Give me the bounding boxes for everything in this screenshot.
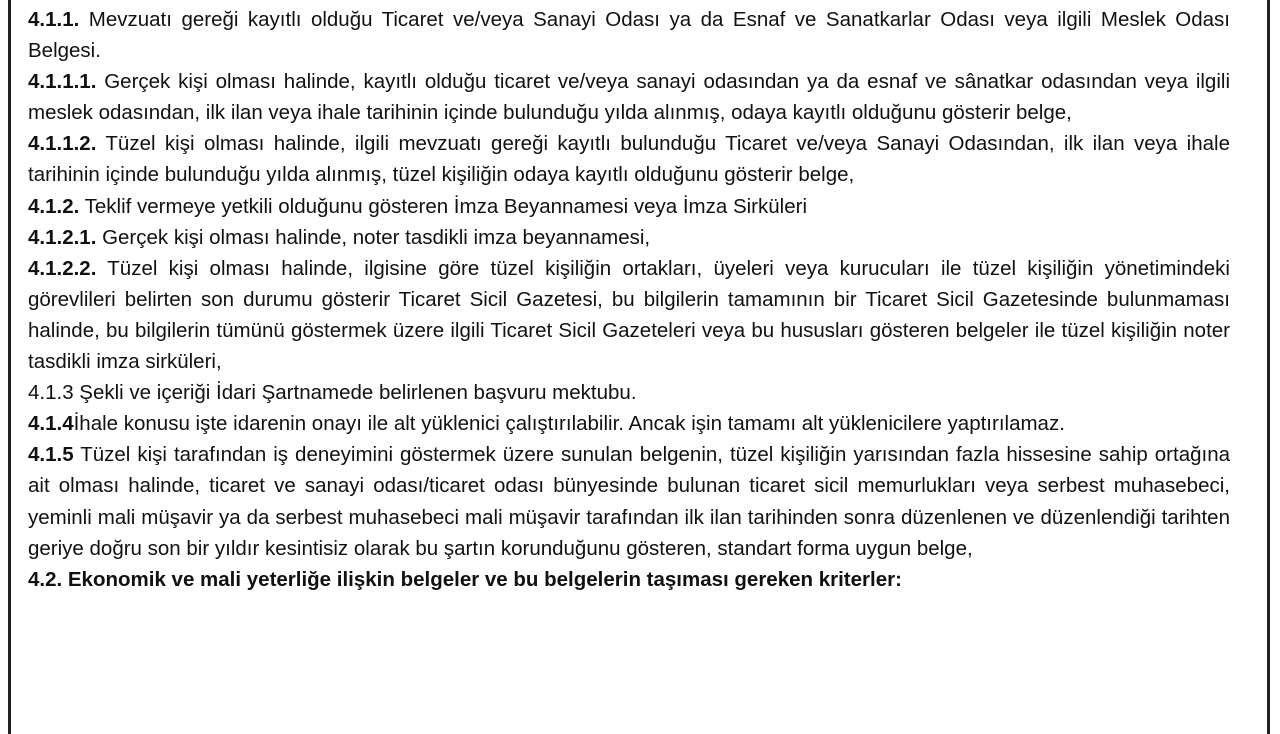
clause-number: 4.1.1.	[28, 8, 80, 31]
clause-number: 4.1.3	[28, 381, 74, 405]
clause-text: Tüzel kişi olması halinde, ilgisine göre tüzel kişiliğin ortakları, üyeleri veya kurucuları ile tüzel kişiliğin yönetimindeki görevlileri belirten son durumu gösterir Ticaret Sicil Gazetesi, bu bilgilerin tamamının bir Ticaret Sicil Gazetesinde bulunmaması halinde, bu bilgilerin tümünü göstermek üzere ilgili Ticaret Sicil Gazeteleri veya bu hususları gösteren belgeler ile tüzel kişiliğin noter tasdikli imza sirküleri,	[28, 256, 1230, 374]
paragraph-4-1-1-1	[28, 66, 1230, 128]
clause-text: Teklif vermeye yetkili olduğunu gösteren İmza Beyannamesi veya İmza Sirküleri	[79, 194, 807, 218]
clause-text: Gerçek kişi olması halinde, kayıtlı olduğu ticaret ve/veya sanayi odasından ya da esnaf ve sânatkar odasından veya ilgili meslek odasından, ilk ilan veya ihale tarihinin içinde bulunduğu yılda alınmış, odaya kayıtlı olduğunu gösterir belge,	[28, 70, 1230, 125]
clause-number: 4.1.4	[28, 412, 74, 436]
clause-text: Tüzel kişi tarafından iş deneyimini göstermek üzere sunulan belgenin, tüzel kişiliğin yarısından fazla hissesine sahip ortağına ait olması halinde, ticaret ve sanayi odası/ticaret odası bünyesinde bulunan ticaret sicil memurlukları veya serbest muhasebeci, yeminli mali müşavir ya da serbest muhasebeci mali müşavir tarafından ilk ilan tarihinden sonra düzenlenen ve düzenlendiği tarihten geriye doğru son bir yıldır kesintisiz olarak bu şartın korunduğunu gösteren, standart forma uygun belge,	[28, 443, 1230, 560]
paragraph-4-1-5	[28, 439, 1230, 563]
clause-number: 4.1.1.1.	[28, 70, 97, 94]
paragraph-4-1-3	[28, 377, 1230, 408]
section-heading-4-2: 4.2. Ekonomik ve mali yeterliğe ilişkin belgeler ve bu belgelerin taşıması gereken kriterler:	[28, 567, 902, 591]
clause-text: İhale konusu işte idarenin onayı ile alt yüklenici çalıştırılabilir. Ancak işin tamamı alt yüklenicilere yaptırılamaz.	[73, 412, 1065, 436]
clause-number: 4.1.5	[28, 443, 74, 467]
clause-text: Gerçek kişi olması halinde, noter tasdikli imza beyannamesi,	[96, 225, 651, 249]
clause-number: 4.1.2.2.	[28, 256, 97, 280]
paragraph-4-1-1-2	[28, 128, 1230, 190]
paragraph-4-1-2-2	[28, 253, 1230, 377]
document-body	[28, 4, 1230, 595]
clause-text: Tüzel kişi olması halinde, ilgili mevzuatı gereği kayıtlı bulunduğu Ticaret ve/veya Sanayi Odasından, ilk ilan veya ihale tarihinin içinde bulunduğu yılda alınmış, tüzel kişiliğin odaya kayıtlı olduğunu gösterir belge,	[28, 132, 1230, 187]
clause-number: 4.1.1.2.	[28, 132, 97, 156]
paragraph-4-1-4	[28, 408, 1230, 439]
clause-number: 4.1.2.1.	[28, 225, 97, 249]
clause-text: Mevzuatı gereği kayıtlı olduğu Ticaret ve/veya Sanayi Odası ya da Esnaf ve Sanatkarlar Odası veya ilgili Meslek Odası Belgesi.	[28, 8, 1230, 63]
clause-text: Şekli ve içeriği İdari Şartnamede belirlenen başvuru mektubu.	[73, 381, 637, 405]
paragraph-4-1-2	[28, 191, 1230, 222]
clause-number: 4.1.2.	[28, 194, 80, 218]
paragraph-4-1-1	[28, 4, 1230, 66]
paragraph-4-1-2-1	[28, 222, 1230, 253]
